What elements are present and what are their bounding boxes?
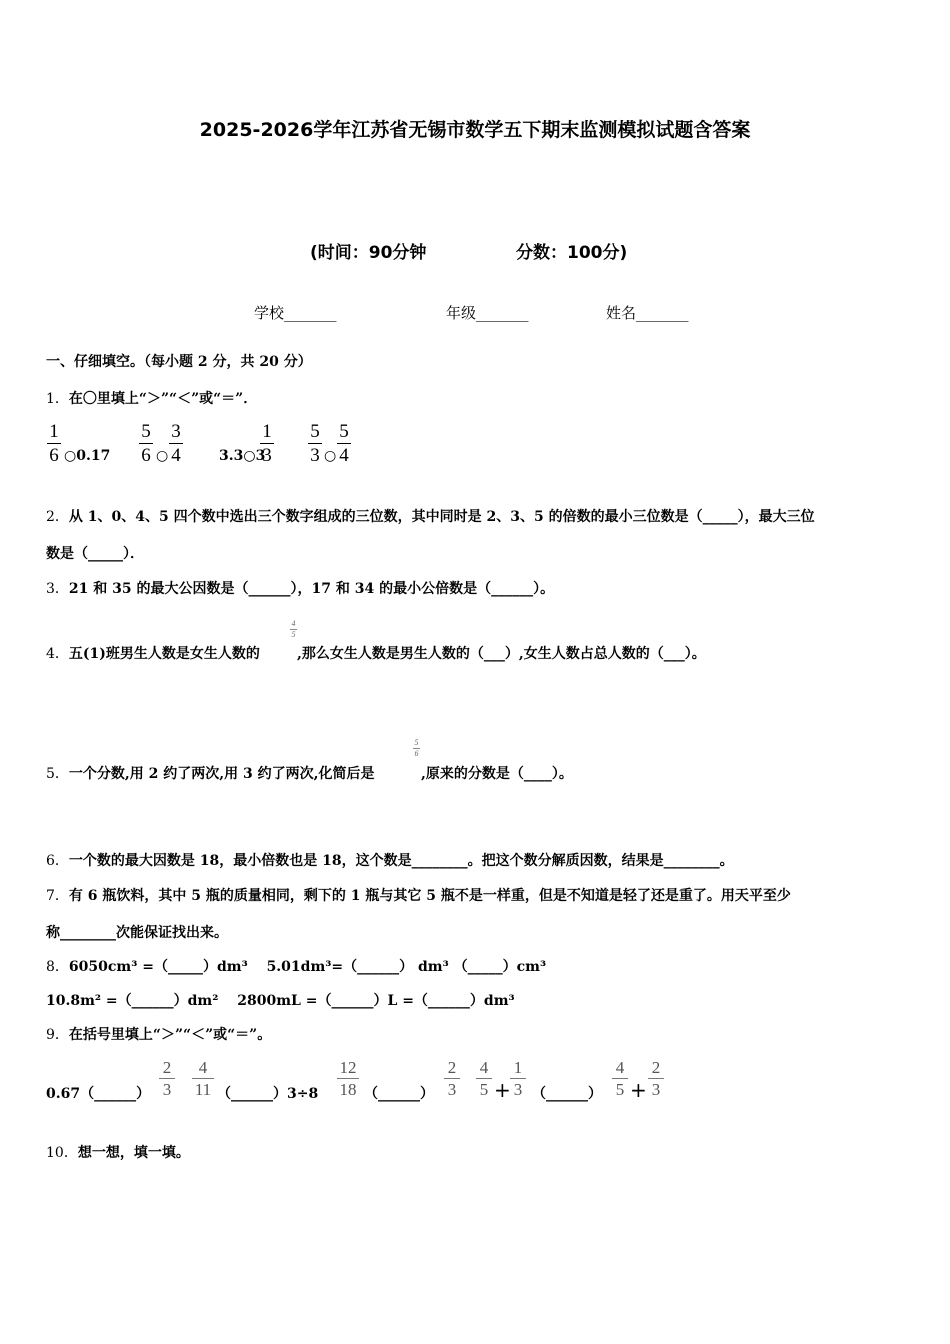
name-field: 姓名_______ <box>606 304 689 322</box>
fraction: 2 3 <box>444 1059 460 1098</box>
question-2-line2: 数是（_____）． <box>46 546 144 562</box>
question-text: 一个分数,用 2 约了两次,用 3 约了两次,化简后是 <box>68 766 375 782</box>
question-text: 有 6 瓶饮料，其中 5 瓶的质量相同，剩下的 1 瓶与其它 5 瓶不是一样重，但是不知道是轻了还是重了。用天平至少 <box>68 888 791 904</box>
question-text: 从 1、0、4、5 四个数中选出三个数字组成的三位数，其中同时是 2、3、5 的倍数的最小三位数是（_____），最大三位 <box>68 509 815 525</box>
fraction: 1 3 <box>260 422 274 465</box>
question-number: 5． <box>46 766 69 782</box>
compare-text: 3.3○3 <box>219 448 266 464</box>
question-text: 6050cm³ =（_____）dm³ 5.01dm³=（______） dm³ （_____）cm³ <box>68 959 547 975</box>
question-5 <box>46 763 375 783</box>
fraction: 12 18 <box>337 1059 359 1098</box>
question-10 <box>46 1142 190 1162</box>
question-2 <box>46 506 815 526</box>
question-7 <box>46 885 791 905</box>
exam-time: (时间：90分钟 <box>310 243 427 263</box>
page-title: 2025-2026学年江苏省无锡市数学五下期末监测模拟试题含答案 <box>199 119 751 141</box>
question-1 <box>46 388 257 408</box>
question-number: 10． <box>46 1145 78 1161</box>
question-number: 7． <box>46 888 69 904</box>
question-8 <box>46 956 546 976</box>
fraction: 4 5 <box>291 619 296 639</box>
question-number: 8． <box>46 959 69 975</box>
question-3 <box>46 578 554 598</box>
question-number: 6． <box>46 853 69 869</box>
exam-score: 分数：100分) <box>516 243 628 263</box>
section-heading: 一、仔细填空。（每小题 2 分，共 20 分） <box>46 354 312 370</box>
fraction: 2 3 <box>648 1059 664 1098</box>
compare-circle: ○ <box>324 448 337 464</box>
compare-text: ○0.17 <box>64 448 111 464</box>
question-number: 9． <box>46 1027 69 1043</box>
question-text: 一个数的最大因数是 18，最小倍数也是 18，这个数是________。把这个数分解质因数，结果是________。 <box>68 853 734 869</box>
fraction: 4 5 <box>612 1059 628 1098</box>
question-text: 在〇里填上“＞”“＜”或“＝”． <box>68 391 258 407</box>
question-7-line2: 称________次能保证找出来。 <box>46 925 228 941</box>
fraction: 5 4 <box>337 422 351 465</box>
fraction: 2 3 <box>159 1059 175 1098</box>
question-text: 想一想，填一填。 <box>77 1145 190 1161</box>
question-text: 在括号里填上“＞”“＜”或“＝”。 <box>68 1027 272 1043</box>
compare-item: （______）3÷8 <box>217 1086 319 1102</box>
plus-sign: + <box>630 1078 647 1102</box>
plus-sign: + <box>494 1078 511 1102</box>
question-8-line2: 10.8m² =（______）dm² 2800mL =（______）L =（______）dm³ <box>46 993 515 1009</box>
fraction: 4 5 <box>476 1059 492 1098</box>
grade-field: 年级_______ <box>446 304 529 322</box>
fraction: 4 11 <box>192 1059 214 1098</box>
fraction: 5 6 <box>139 422 153 465</box>
fraction: 3 4 <box>169 422 183 465</box>
question-text: 五(1)班男生人数是女生人数的 <box>68 646 260 662</box>
compare-item: （______） <box>532 1086 602 1102</box>
question-number: 2． <box>46 509 69 525</box>
question-9 <box>46 1024 271 1044</box>
fraction: 1 3 <box>510 1059 526 1098</box>
fraction: 5 3 <box>308 422 322 465</box>
compare-circle: ○ <box>156 448 169 464</box>
question-number: 1． <box>46 391 69 407</box>
question-4 <box>46 643 260 663</box>
compare-item: （______） <box>364 1086 434 1102</box>
question-text: ,那么女生人数是男生人数的（___）,女生人数占总人数的（___）。 <box>297 646 706 662</box>
fraction: 5 6 <box>414 738 419 758</box>
question-number: 3． <box>46 581 69 597</box>
question-number: 4． <box>46 646 69 662</box>
fraction: 1 6 <box>47 422 61 465</box>
question-text: 21 和 35 的最大公因数是（______），17 和 34 的最小公倍数是（______）。 <box>68 581 555 597</box>
question-text: ,原来的分数是（____）。 <box>421 766 573 782</box>
compare-item: 0.67（______） <box>46 1086 151 1102</box>
question-6 <box>46 850 734 870</box>
school-field: 学校_______ <box>254 304 337 322</box>
